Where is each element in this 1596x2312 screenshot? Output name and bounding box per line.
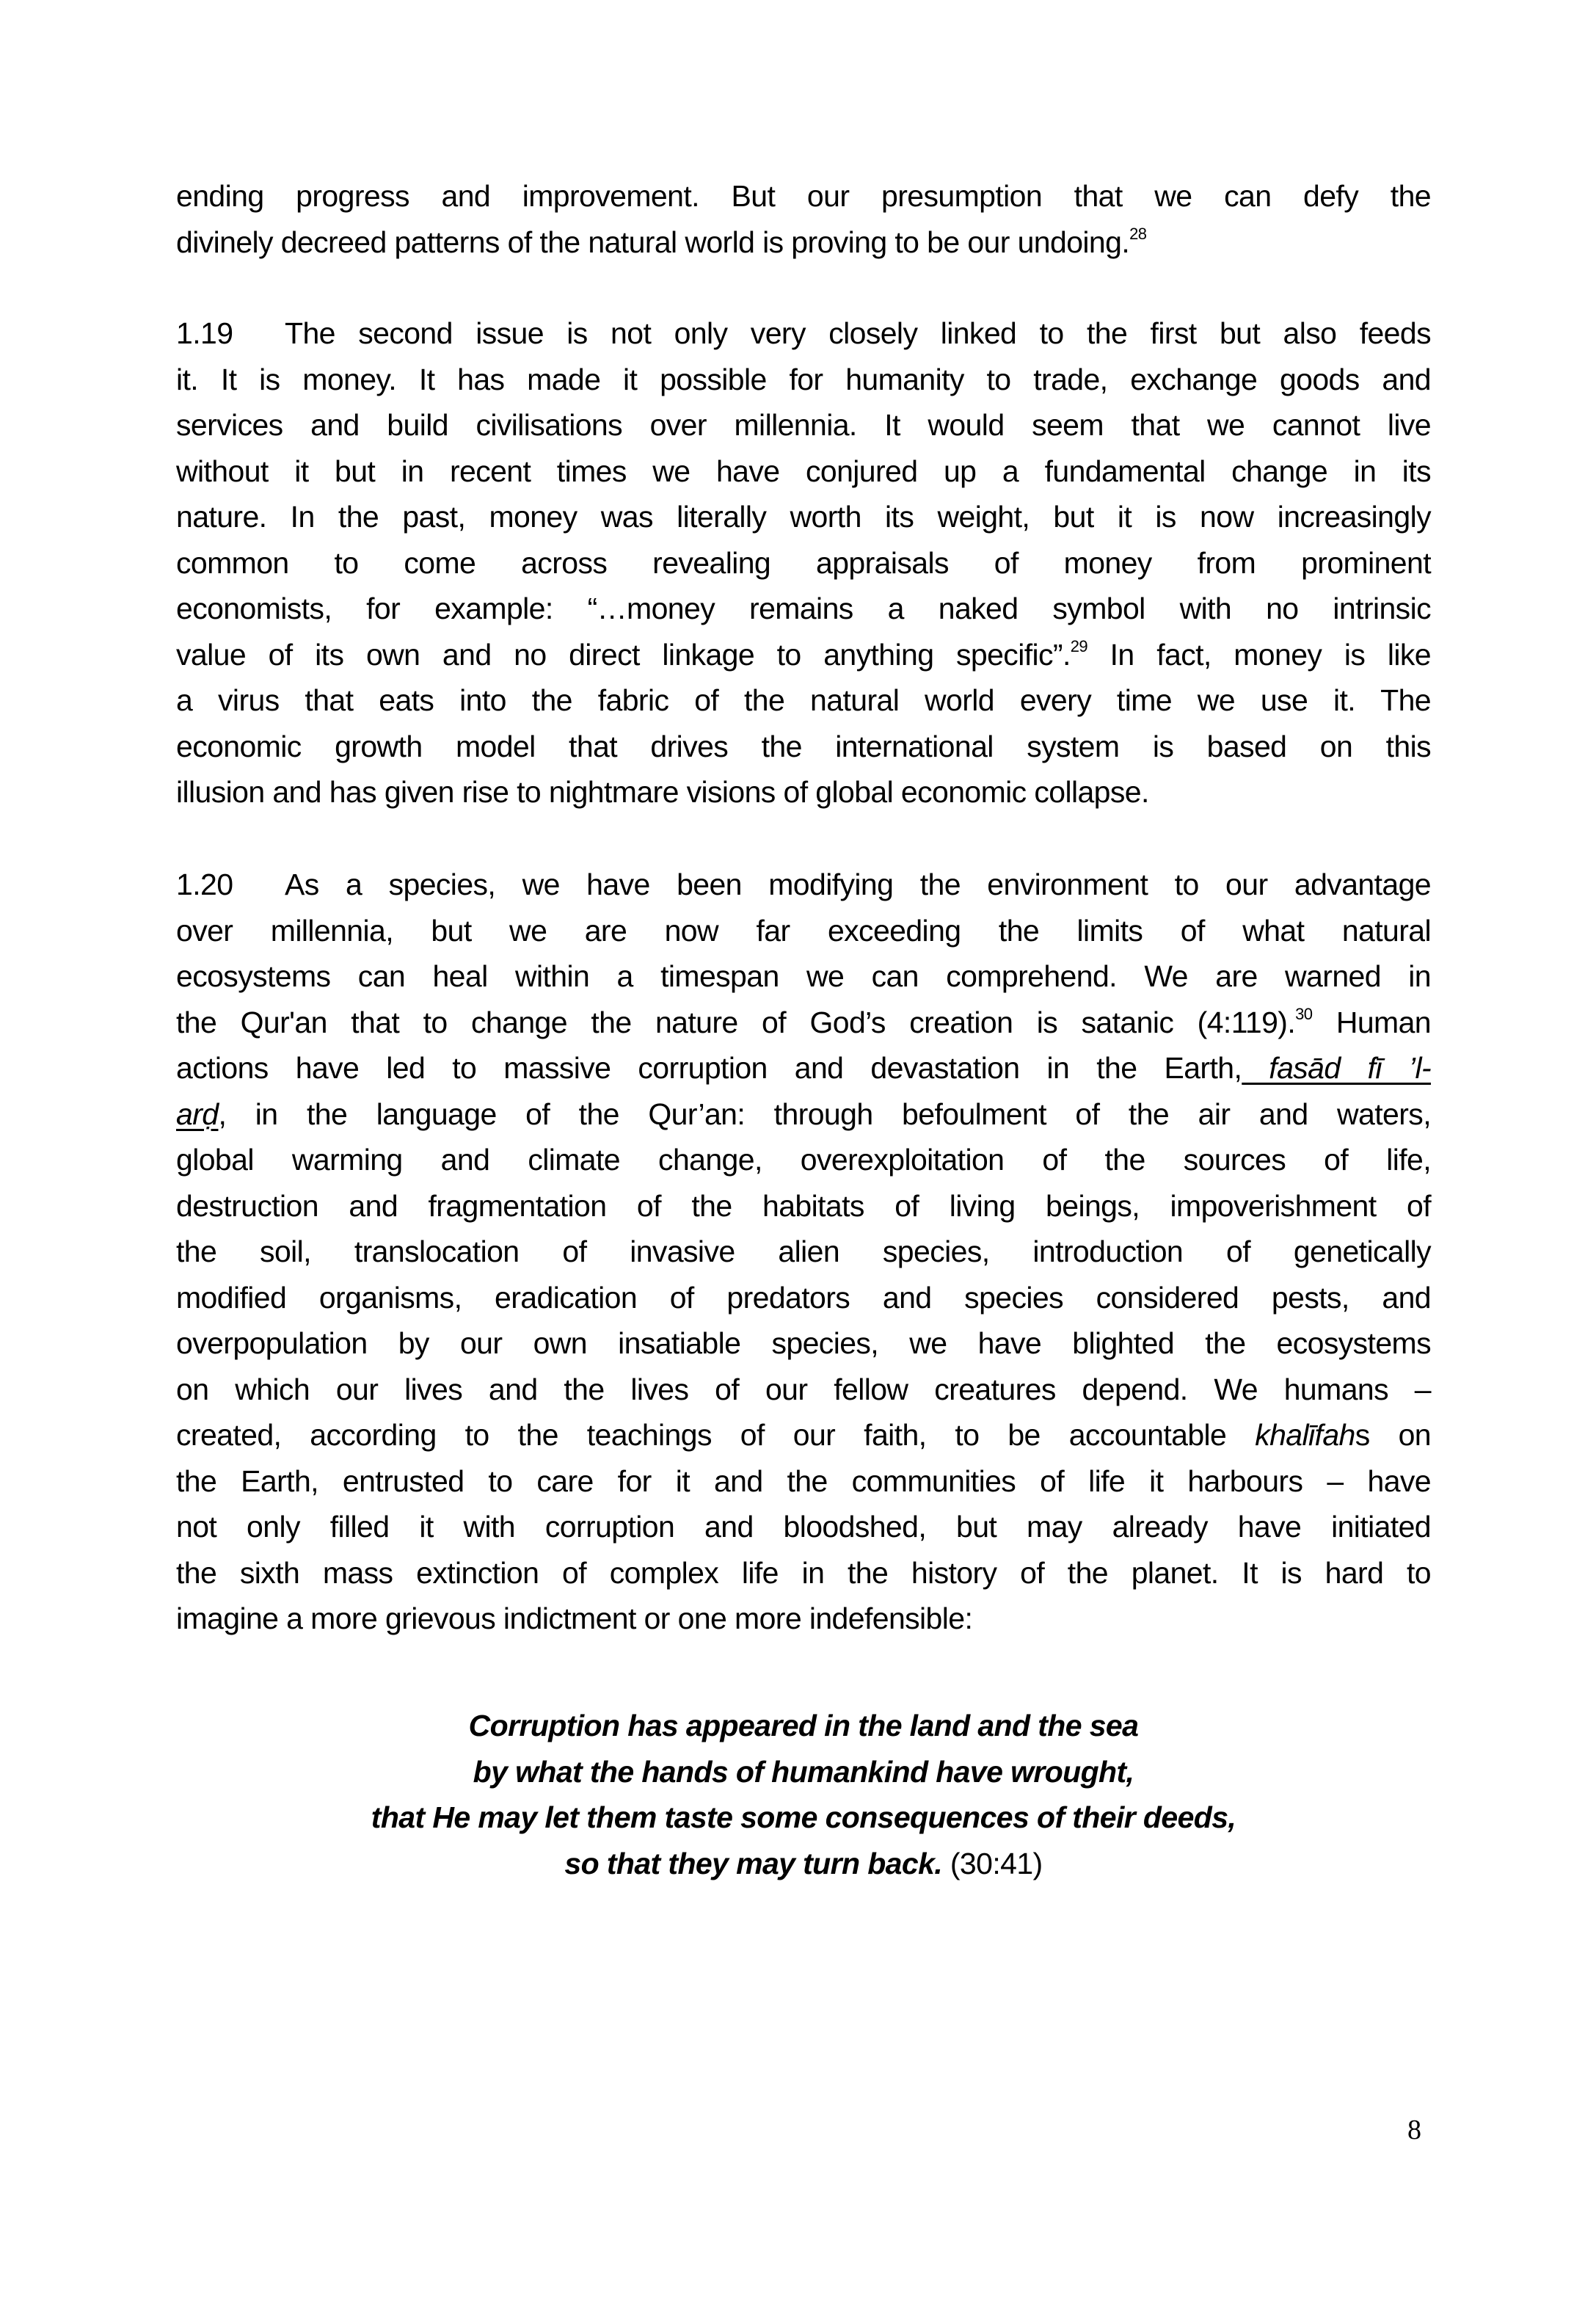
- arabic-term-ard: arḍ: [176, 1097, 219, 1131]
- text-line: [176, 1091, 1431, 1138]
- paragraph-number: 1.20: [176, 868, 233, 901]
- quote-line: Corruption has appeared in the land and the sea: [468, 1709, 1139, 1742]
- text-fragment: As a species, we have been modifying the environment to our advantage: [285, 868, 1431, 901]
- text-line: [176, 632, 1431, 678]
- text-line: it. It is money. It has made it possible for humanity to trade, exchange goods and: [176, 362, 1431, 396]
- text-line: [176, 862, 1431, 908]
- text-line: [176, 1000, 1431, 1046]
- text-fragment: actions have led to massive corruption and devastation in the Earth,: [176, 1051, 1242, 1085]
- text-line: services and build civilisations over millennia. It would seem that we cannot live: [176, 408, 1431, 442]
- text-line: ecosystems can heal within a timespan we can comprehend. We are warned in: [176, 959, 1431, 993]
- footnote-marker: 29: [1070, 636, 1088, 655]
- text-line: [176, 1412, 1431, 1458]
- text-fragment: Human: [1312, 1005, 1431, 1039]
- text-fragment: , in the language of the Qur’an: through befoulment of the air and waters,: [218, 1097, 1431, 1131]
- text-line: illusion and has given rise to nightmare visions of global economic collapse.: [176, 775, 1149, 809]
- text-line: without it but in recent times we have conjured up a fundamental change in its: [176, 454, 1431, 488]
- text-line: nature. In the past, money was literally worth its weight, but it is now increasingly: [176, 500, 1431, 534]
- text-line: on which our lives and the lives of our fellow creatures depend. We humans –: [176, 1372, 1431, 1406]
- footnote-marker: 30: [1295, 1004, 1313, 1023]
- footnote-marker: 28: [1129, 224, 1147, 243]
- text-fragment: s on: [1355, 1418, 1431, 1452]
- paragraph-1-19: [176, 310, 1431, 815]
- text-fragment: In fact, money is like: [1087, 637, 1431, 672]
- text-line: a virus that eats into the fabric of the natural world every time we use it. The: [176, 683, 1431, 717]
- text-line: [176, 310, 1431, 357]
- quote-line: by what the hands of humankind have wrought,: [473, 1754, 1134, 1789]
- text-line: common to come across revealing appraisals of money from prominent: [176, 545, 1431, 580]
- text-line: destruction and fragmentation of the habitats of living beings, impoverishment of: [176, 1188, 1431, 1223]
- text-line: ending progress and improvement. But our presumption that we can defy the: [176, 179, 1431, 213]
- text-line: [176, 219, 1431, 266]
- text-line: the sixth mass extinction of complex life in the history of the planet. It is hard to: [176, 1555, 1431, 1590]
- quote-line: that He may let them taste some consequences of their deeds,: [371, 1800, 1236, 1834]
- quote-text: so that they may turn back.: [564, 1846, 943, 1880]
- text-fragment: The second issue is not only very closely linked to the first but also feeds: [285, 316, 1431, 350]
- text-fragment: value of its own and no direct linkage to anything specific”.: [176, 637, 1071, 672]
- text-line: the soil, translocation of invasive alien species, introduction of genetically: [176, 1235, 1431, 1268]
- text-line: over millennia, but we are now far exceeding the limits of what natural: [176, 913, 1431, 948]
- text-fragment: divinely decreed patterns of the natural world is proving to be our undoing.: [176, 225, 1130, 259]
- paragraph-number: 1.19: [176, 316, 233, 350]
- arabic-term-khalifah: khalīfah: [1255, 1418, 1355, 1452]
- quote-line: [176, 1841, 1431, 1887]
- text-line: overpopulation by our own insatiable species, we have blighted the ecosystems: [176, 1326, 1431, 1360]
- quran-quote: [176, 1703, 1431, 1886]
- paragraph-1-20: [176, 862, 1431, 1642]
- text-line: modified organisms, eradication of predators and species considered pests, and: [176, 1280, 1431, 1315]
- page-number: 8: [1407, 2115, 1421, 2145]
- quote-reference: (30:41): [942, 1846, 1043, 1880]
- text-fragment: created, according to the teachings of our faith, to be accountable: [176, 1418, 1256, 1452]
- text-line: not only filled it with corruption and bloodshed, but may already have initiated: [176, 1510, 1431, 1544]
- arabic-term-fasad: fasād fī ’l-: [1242, 1051, 1432, 1085]
- text-line: the Earth, entrusted to care for it and the communities of life it harbours – have: [176, 1464, 1431, 1498]
- text-line: imagine a more grievous indictment or one more indefensible:: [176, 1602, 973, 1635]
- text-line: economic growth model that drives the international system is based on this: [176, 729, 1431, 763]
- continuation-paragraph: [176, 173, 1431, 265]
- text-fragment: the Qur'an that to change the nature of God’s creation is satanic (4:119).: [176, 1005, 1296, 1039]
- text-line: [176, 1045, 1431, 1091]
- text-line: global warming and climate change, overexploitation of the sources of life,: [176, 1143, 1431, 1177]
- text-line: economists, for example: “…money remains a naked symbol with no intrinsic: [176, 592, 1431, 625]
